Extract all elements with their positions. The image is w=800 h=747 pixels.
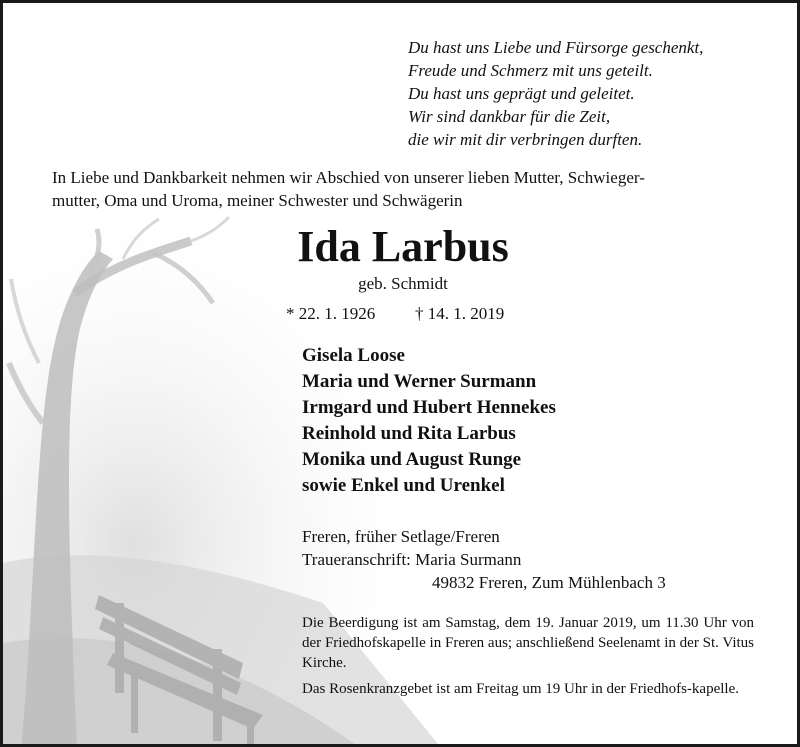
mourner-name: Maria und Werner Surmann <box>302 371 537 392</box>
funeral-notice: Die Beerdigung ist am Samstag, dem 19. Januar 2019, um 11.30 Uhr von der Friedhofskapelle in Freren aus; anschließend Seelenamt in der St. Vitus Kirche. <box>302 615 754 671</box>
death-date: † 14. 1. 2019 <box>415 304 505 323</box>
birth-date: * 22. 1. 1926 <box>286 304 376 323</box>
poem <box>408 36 703 151</box>
poem-line: die wir mit dir verbringen durften. <box>408 130 643 149</box>
deceased-name: Ida Larbus <box>297 222 509 271</box>
life-dates <box>286 303 505 325</box>
mourner-name: sowie Enkel und Urenkel <box>302 475 505 496</box>
mourning-address <box>302 525 762 594</box>
place-line: Freren, früher Setlage/Freren <box>302 527 500 546</box>
mourning-address-line: Traueranschrift: Maria Surmann <box>302 550 522 569</box>
rosary-notice: Das Rosenkranzgebet ist am Freitag um 19 Uhr in der Friedhofs-kapelle. <box>302 681 739 697</box>
mourner-name: Monika und August Runge <box>302 449 522 470</box>
poem-line: Wir sind dankbar für die Zeit, <box>408 107 611 126</box>
poem-line: Freude und Schmerz mit uns geteilt. <box>408 61 653 80</box>
intro-line: mutter, Oma und Uroma, meiner Schwester und Schwägerin <box>52 191 463 210</box>
maiden-name: geb. Schmidt <box>358 274 448 293</box>
intro-line: In Liebe und Dankbarkeit nehmen wir Abschied von unserer lieben Mutter, Schwieger- <box>52 168 645 187</box>
poem-line: Du hast uns Liebe und Fürsorge geschenkt, <box>408 38 704 57</box>
intro-text <box>52 166 758 212</box>
mourner-name: Irmgard und Hubert Hennekes <box>302 397 556 418</box>
mourners-list <box>302 343 556 499</box>
poem-line: Du hast uns geprägt und geleitet. <box>408 84 635 103</box>
mourner-name: Gisela Loose <box>302 345 405 366</box>
street-line: 49832 Freren, Zum Mühlenbach 3 <box>432 573 666 592</box>
mourner-name: Reinhold und Rita Larbus <box>302 423 516 444</box>
